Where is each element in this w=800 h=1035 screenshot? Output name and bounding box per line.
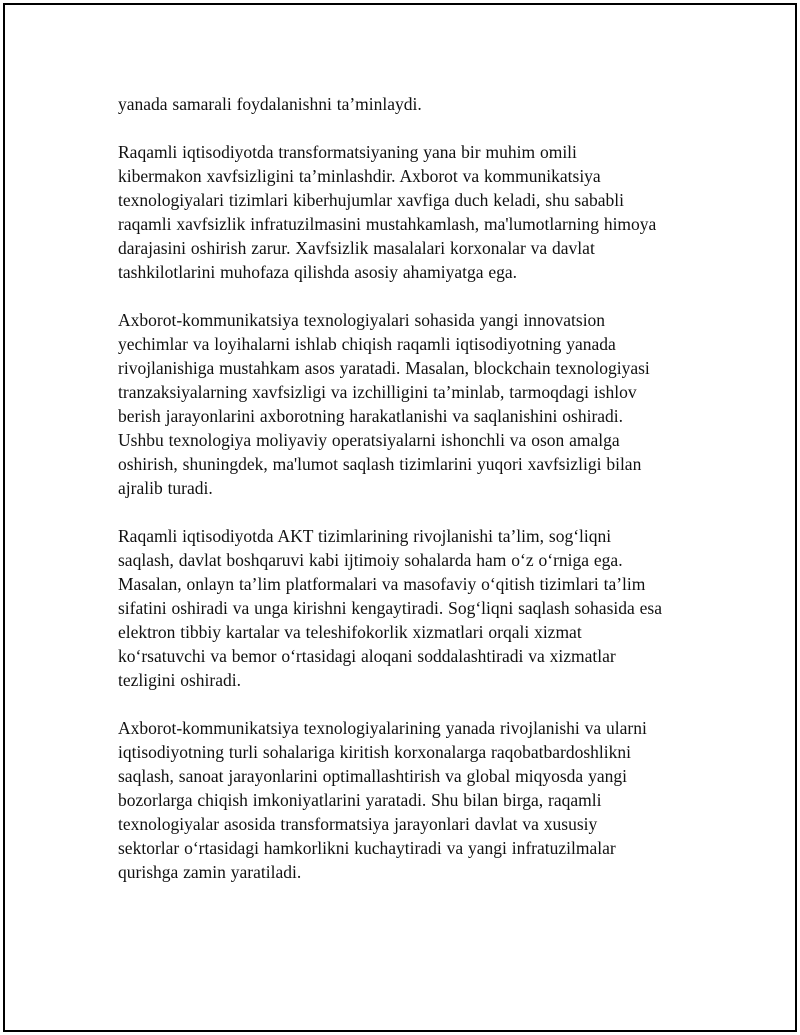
text-line: sifatini oshiradi va unga kirishni kengaytiradi. Sog‘liqni saqlash sohasida esa xyxy=(118,598,662,618)
text-line: texnologiyalari tizimlari kiberhujumlar xavfiga duch keladi, shu sababli xyxy=(118,190,624,210)
text-line: tezligini oshiradi. xyxy=(118,670,241,690)
text-line: bozorlarga chiqish imkoniyatlarini yaratadi. Shu bilan birga, raqamli xyxy=(118,790,602,810)
text-line: Axborot-kommunikatsiya texnologiyalari sohasida yangi innovatsion xyxy=(118,310,606,330)
paragraph-1 xyxy=(118,92,688,116)
text-line: Masalan, onlayn ta’lim platformalari va masofaviy o‘qitish tizimlari ta’lim xyxy=(118,574,646,594)
text-line: Raqamli iqtisodiyotda transformatsiyaning yana bir muhim omili xyxy=(118,142,577,162)
text-line: darajasini oshirish zarur. Xavfsizlik masalalari korxonalar va davlat xyxy=(118,238,595,258)
paragraph-gap xyxy=(118,500,688,524)
document-body xyxy=(118,92,688,884)
paragraph-3 xyxy=(118,308,688,500)
text-line: saqlash, sanoat jarayonlarini optimallashtirish va global miqyosda yangi xyxy=(118,766,627,786)
text-line: rivojlanishiga mustahkam asos yaratadi. Masalan, blockchain texnologiyasi xyxy=(118,358,650,378)
paragraph-5 xyxy=(118,716,688,884)
text-line: yanada samarali foydalanishni ta’minlaydi. xyxy=(118,94,422,114)
text-line: oshirish, shuningdek, ma'lumot saqlash tizimlarini yuqori xavfsizligi bilan xyxy=(118,454,642,474)
paragraph-gap xyxy=(118,116,688,140)
text-line: ko‘rsatuvchi va bemor o‘rtasidagi aloqani soddalashtiradi va xizmatlar xyxy=(118,646,616,666)
paragraph-gap xyxy=(118,692,688,716)
text-line: sektorlar o‘rtasidagi hamkorlikni kuchaytiradi va yangi infratuzilmalar xyxy=(118,838,616,858)
text-line: ajralib turadi. xyxy=(118,478,213,498)
text-line: iqtisodiyotning turli sohalariga kiritish korxonalarga raqobatbardoshlikni xyxy=(118,742,631,762)
text-line: raqamli xavfsizlik infratuzilmasini mustahkamlash, ma'lumotlarning himoya xyxy=(118,214,657,234)
text-line: qurishga zamin yaratiladi. xyxy=(118,862,302,882)
paragraph-2 xyxy=(118,140,688,284)
text-line: tashkilotlarini muhofaza qilishda asosiy ahamiyatga ega. xyxy=(118,262,518,282)
text-line: Raqamli iqtisodiyotda AKT tizimlarining rivojlanishi ta’lim, sog‘liqni xyxy=(118,526,612,546)
text-line: Ushbu texnologiya moliyaviy operatsiyalarni ishonchli va oson amalga xyxy=(118,430,620,450)
paragraph-4 xyxy=(118,524,688,692)
paragraph-gap xyxy=(118,284,688,308)
text-line: berish jarayonlarini axborotning harakatlanishi va saqlanishini oshiradi. xyxy=(118,406,624,426)
text-line: tranzaksiyalarning xavfsizligi va izchilligini ta’minlab, tarmoqdagi ishlov xyxy=(118,382,637,402)
text-line: yechimlar va loyihalarni ishlab chiqish raqamli iqtisodiyotning yanada xyxy=(118,334,616,354)
text-line: kibermakon xavfsizligini ta’minlashdir. Axborot va kommunikatsiya xyxy=(118,166,601,186)
text-line: saqlash, davlat boshqaruvi kabi ijtimoiy sohalarda ham o‘z o‘rniga ega. xyxy=(118,550,623,570)
text-line: elektron tibbiy kartalar va teleshifokorlik xizmatlari orqali xizmat xyxy=(118,622,582,642)
text-line: texnologiyalar asosida transformatsiya jarayonlari davlat va xususiy xyxy=(118,814,598,834)
text-line: Axborot-kommunikatsiya texnologiyalarining yanada rivojlanishi va ularni xyxy=(118,718,647,738)
